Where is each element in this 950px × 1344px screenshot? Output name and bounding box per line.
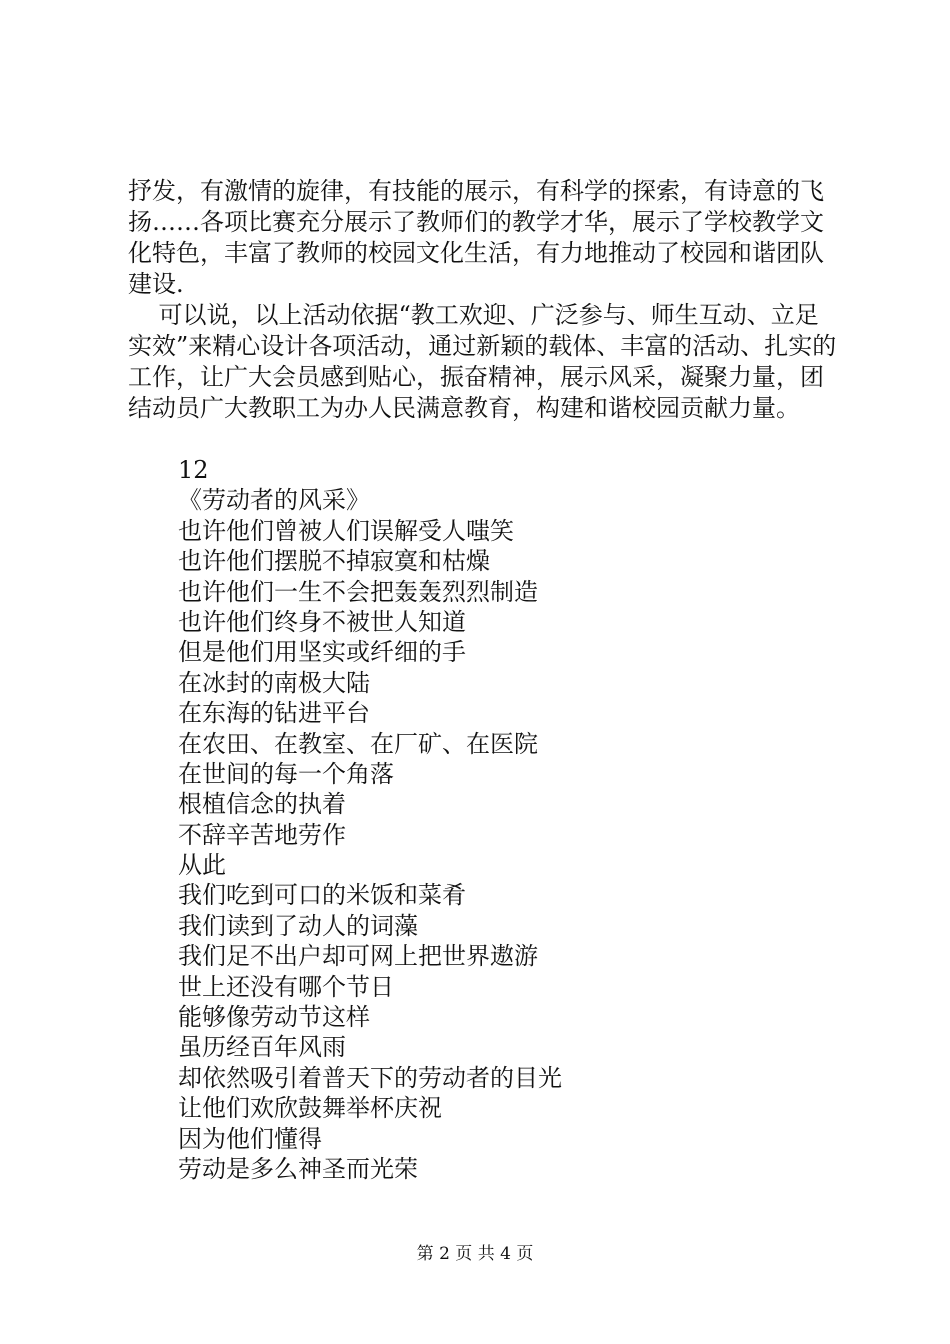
poem-line: 能够像劳动节这样 (178, 1003, 370, 1032)
poem-line: 也许他们一生不会把轰轰烈烈制造 (178, 577, 538, 606)
poem-line: 却依然吸引着普天下的劳动者的目光 (178, 1063, 562, 1092)
poem-line: 从此 (178, 851, 226, 880)
poem-title: 《劳动者的风采》 (178, 486, 370, 515)
poem-line: 因为他们懂得 (178, 1124, 322, 1153)
poem-line: 但是他们用坚实或纤细的手 (178, 638, 466, 667)
body-paragraph: 抒发，有激情的旋律，有技能的展示，有科学的探索，有诗意的飞扬……各项比赛充分展示了教师们的教学才华，展示了学校教学文化特色，丰富了教师的校园文化生活，有力地推动了校园和谐团队建设. (128, 177, 824, 298)
poem-line: 在农田、在教室、在厂矿、在医院 (178, 729, 538, 758)
poem-line: 让他们欢欣鼓舞举杯庆祝 (178, 1094, 442, 1123)
body-paragraph: 可以说，以上活动依据“教工欢迎、广泛参与、师生互动、立足实效”来精心设计各项活动，通过新颖的载体、丰富的活动、扎实的工作，让广大会员感到贴心，振奋精神，展示风采，凝聚力量，团结动员广大教职工为办人民满意教育，构建和谐校园贡献力量。 (128, 301, 837, 422)
poem-line: 世上还没有哪个节日 (178, 972, 394, 1001)
poem-line: 我们足不出户却可网上把世界遨游 (178, 942, 538, 971)
poem-block (178, 455, 562, 1184)
poem-line: 劳动是多么神圣而光荣 (178, 1154, 418, 1183)
poem-line: 也许他们摆脱不掉寂寞和枯燥 (178, 547, 490, 576)
poem-line: 我们读到了动人的词藻 (178, 911, 418, 940)
poem-line: 我们吃到可口的米饭和菜肴 (178, 881, 466, 910)
page-number-footer: 第 2 页 共 4 页 (416, 1244, 534, 1264)
poem-line: 也许他们终身不被世人知道 (178, 607, 466, 636)
poem-line: 不辞辛苦地劳作 (178, 820, 346, 849)
poem-line: 根植信念的执着 (178, 790, 346, 819)
poem-line: 12 (178, 456, 209, 484)
poem-line: 在世间的每一个角落 (178, 759, 394, 788)
poem-line: 在冰封的南极大陆 (178, 668, 370, 697)
poem-line: 在东海的钻进平台 (178, 699, 370, 728)
poem-line: 也许他们曾被人们误解受人嗤笑 (178, 516, 514, 545)
poem-line: 虽历经百年风雨 (178, 1033, 346, 1062)
